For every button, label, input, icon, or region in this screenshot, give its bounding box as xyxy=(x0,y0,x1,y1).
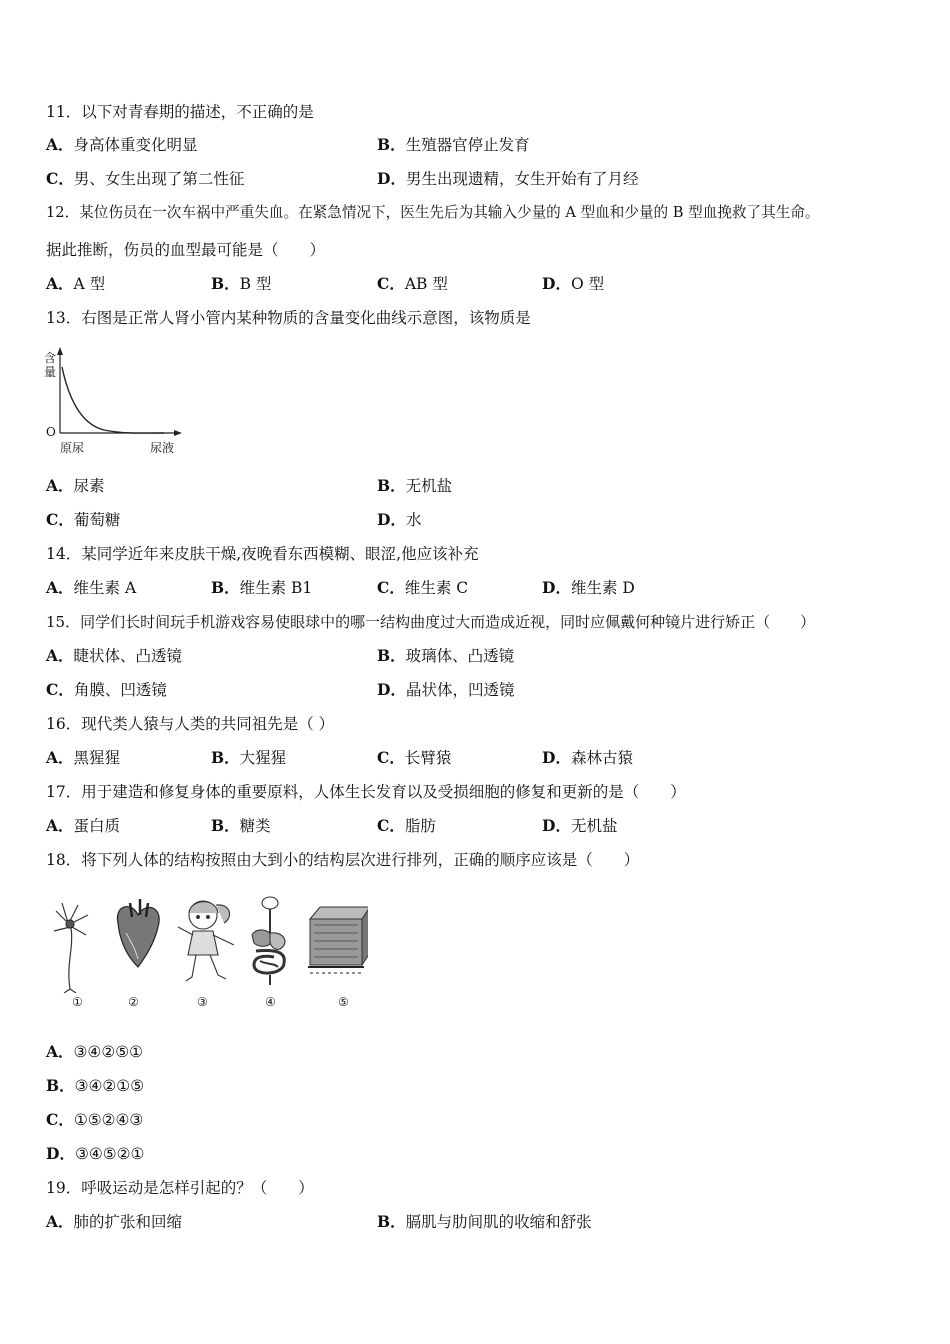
y-label-top: 含 xyxy=(44,351,57,365)
q18-option-a: A．③④②⑤① xyxy=(46,1042,144,1061)
q17-stem: 17．用于建造和修复身体的重要原料，人体生长发育以及受损细胞的修复和更新的是（ ） xyxy=(46,783,686,801)
q18-option-d: D．③④⑤②① xyxy=(46,1144,145,1163)
figure-label-5: ⑤ xyxy=(338,995,349,1009)
q12-option-a: A．A 型 xyxy=(46,274,106,293)
q11-option-b: B．生殖器官停止发育 xyxy=(377,135,530,154)
q17-option-b: B．糖类 xyxy=(211,816,271,835)
y-label-bottom: 量 xyxy=(44,365,57,379)
q13-option-c: C．葡萄糖 xyxy=(46,510,121,529)
q12-option-c: C．AB 型 xyxy=(377,274,448,293)
q17-option-c: C．脂肪 xyxy=(377,816,436,835)
q17-option-a: A．蛋白质 xyxy=(46,816,121,835)
q13-option-d: D．水 xyxy=(377,510,422,529)
q15-stem: 15．同学们长时间玩手机游戏容易使眼球中的哪一结构曲度过大而造成近视，同时应佩戴何种镜片进行矫正（ ） xyxy=(46,613,816,631)
q19-stem: 19．呼吸运动是怎样引起的？（ ） xyxy=(46,1179,314,1197)
q18-figure xyxy=(48,893,368,1013)
y-axis-arrow xyxy=(57,347,63,355)
q11-stem: 11．以下对青春期的描述，不正确的是 xyxy=(46,103,314,121)
q12-stem-continued: 据此推断，伤员的血型最可能是（ ） xyxy=(46,241,326,259)
q13-figure xyxy=(44,345,184,460)
q15-option-c: C．角膜、凹透镜 xyxy=(46,680,167,699)
q15-option-b: B．玻璃体、凸透镜 xyxy=(377,646,515,665)
q14-option-a: A．维生素 A xyxy=(46,578,137,597)
q19-option-a: A．肺的扩张和回缩 xyxy=(46,1212,183,1231)
q13-option-a: A．尿素 xyxy=(46,476,105,495)
q14-option-d: D．维生素 D xyxy=(542,578,635,597)
q16-stem: 16．现代类人猿与人类的共同祖先是（ ） xyxy=(46,715,335,733)
heart-drawing xyxy=(117,899,159,967)
q16-option-a: A．黑猩猩 xyxy=(46,748,121,767)
figure-label-3: ③ xyxy=(197,995,208,1009)
q18-stem: 18．将下列人体的结构按照由大到小的结构层次进行排列，正确的顺序应该是（ ） xyxy=(46,851,640,869)
x-label-start: 原尿 xyxy=(60,441,85,455)
q18-option-b: B．③④②①⑤ xyxy=(46,1076,145,1095)
q11-option-a: A．身高体重变化明显 xyxy=(46,135,198,154)
x-axis-arrow xyxy=(174,430,182,436)
figure-label-1: ① xyxy=(72,995,83,1009)
q15-option-d: D．晶状体，凹透镜 xyxy=(377,680,515,699)
girl-drawing xyxy=(178,901,234,981)
q18-option-c: C．①⑤②④③ xyxy=(46,1110,144,1129)
x-label-end: 尿液 xyxy=(150,441,175,455)
q17-option-d: D．无机盐 xyxy=(542,816,618,835)
digestive-system-drawing xyxy=(252,897,285,985)
q12-stem: 12．某位伤员在一次车祸中严重失血。在紧急情况下，医生先后为其输入少量的 A 型血和少量的 B 型血挽救了其生命。 xyxy=(46,204,820,221)
q16-option-c: C．长臂猿 xyxy=(377,748,452,767)
content-curve xyxy=(62,367,164,433)
tissue-drawing xyxy=(308,907,368,973)
neuron-drawing xyxy=(54,903,88,993)
q13-stem: 13．右图是正常人肾小管内某种物质的含量变化曲线示意图，该物质是 xyxy=(46,309,531,327)
q16-option-d: D．森林古猿 xyxy=(542,748,633,767)
q14-option-b: B．维生素 B1 xyxy=(211,578,313,597)
q12-option-d: D．O 型 xyxy=(542,274,605,293)
q11-option-d: D．男生出现遗精，女生开始有了月经 xyxy=(377,169,639,188)
q18-figure-drawings xyxy=(48,893,368,993)
q16-option-b: B．大猩猩 xyxy=(211,748,287,767)
figure-label-4: ④ xyxy=(265,995,276,1009)
q13-option-b: B．无机盐 xyxy=(377,476,453,495)
q19-option-b: B．膈肌与肋间肌的收缩和舒张 xyxy=(377,1212,592,1231)
q14-option-c: C．维生素 C xyxy=(377,578,469,597)
q14-stem: 14．某同学近年来皮肤干燥,夜晚看东西模糊、眼涩,他应该补充 xyxy=(46,545,479,563)
figure-label-2: ② xyxy=(128,995,139,1009)
q15-option-a: A．睫状体、凸透镜 xyxy=(46,646,183,665)
origin-label: O xyxy=(46,425,56,439)
q12-option-b: B．B 型 xyxy=(211,274,272,293)
q11-option-c: C．男、女生出现了第二性征 xyxy=(46,169,245,188)
